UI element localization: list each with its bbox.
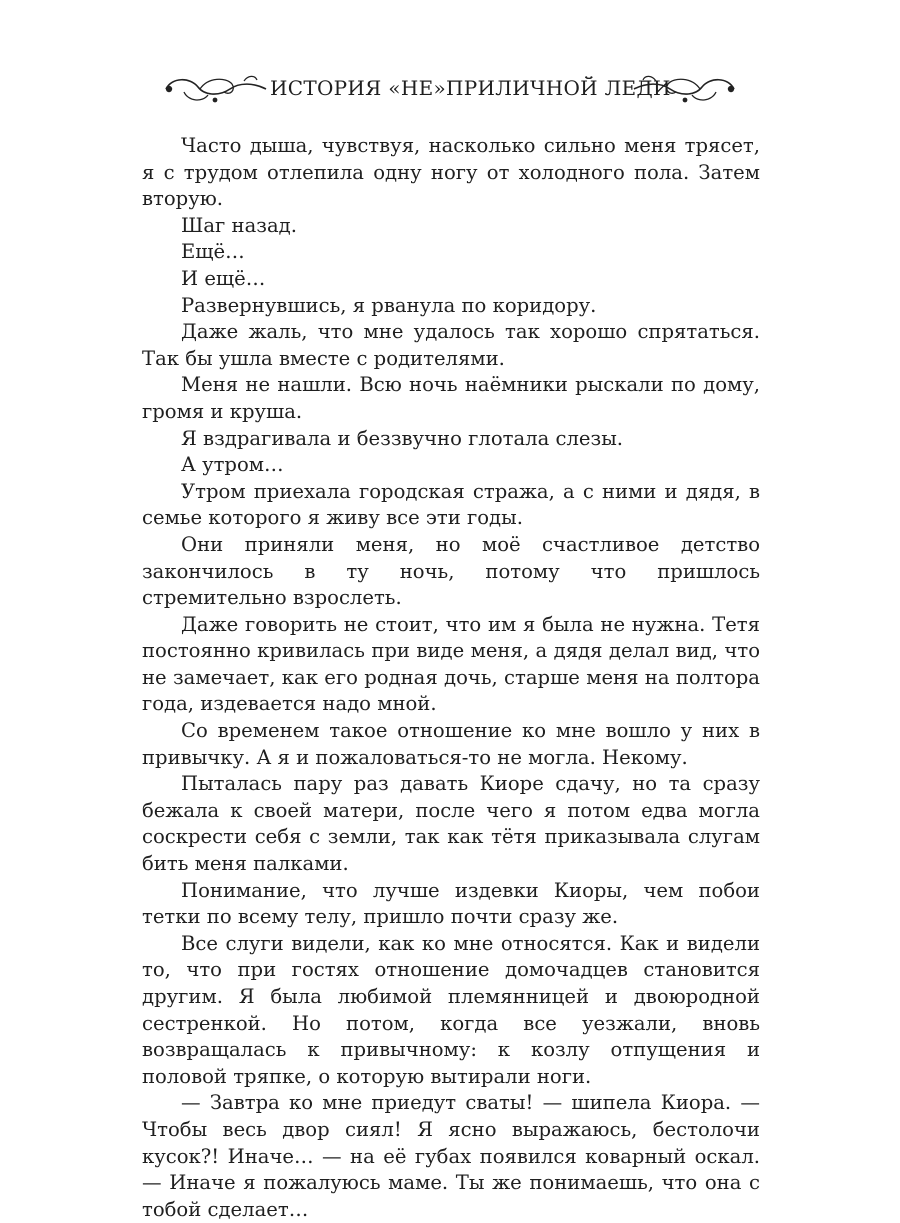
paragraph: Все слуги видели, как ко мне относятся. Как и видели то, что при гостях отношение домочадцев становится другим. Я была любимой племянницей и двоюродной сестренкой. Но потом, когда все уезжали, вновь возвращалась к привычному: к козлу отпущения и половой тряпке, о которую вытирали ноги. [142, 931, 760, 1088]
paragraph: Даже жаль, что мне удалось так хорошо спрятаться. Так бы ушла вместе с родителями. [142, 320, 760, 370]
paragraph: И ещё… [181, 266, 266, 290]
paragraph: Часто дыша, чувствуя, насколько сильно меня трясет, я с трудом отлепила одну ногу от холодного пола. Затем вторую. [142, 134, 760, 211]
paragraph: Понимание, что лучше издевки Киоры, чем побои тетки по всему телу, пришло почти сразу же. [142, 878, 760, 929]
paragraph: Шаг назад. [181, 213, 297, 237]
paragraph: А утром… [181, 453, 284, 477]
running-header [160, 66, 740, 112]
paragraph: Они приняли меня, но моё счастливое детство закончилось в ту ночь, потому что пришлось стремительно взрослеть. [142, 532, 760, 610]
paragraph: Я вздрагивала и беззвучно глотала слезы. [181, 426, 624, 450]
paragraph: Даже говорить не стоит, что им я была не нужна. Тетя постоянно кривилась при виде меня, а дядя делал вид, что не замечает, как его родная дочь, старше меня на полтора года, издевается надо мной. [142, 612, 760, 716]
paragraph: Ещё… [181, 240, 245, 264]
left-flourish-ornament [160, 68, 270, 108]
paragraph: — Завтра ко мне приедут сваты! — шипела Киора. — Чтобы весь двор сиял! Я ясно выражаюсь, бестолочи кусок?! Иначе… — на её губах появился коварный оскал. — Иначе я пожалуюсь маме. Ты же понимаешь, что она с тобой сделает… [142, 1091, 760, 1221]
right-flourish-ornament [630, 68, 740, 108]
paragraph: Меня не нашли. Всю ночь наёмники рыскали по дому, громя и круша. [142, 373, 760, 423]
paragraph: Пыталась пару раз давать Киоре сдачу, но та сразу бежала к своей матери, после чего я потом едва могла соскрести себя с земли, так как тётя приказывала слугам бить меня палками. [142, 772, 760, 876]
header-title: ИСТОРИЯ «НЕ»ПРИЛИЧНОЙ ЛЕДИ [270, 76, 671, 100]
paragraph: Утром приехала городская стража, а с ними и дядя, в семье которого я живу все эти годы. [142, 479, 760, 530]
paragraph: Со временем такое отношение ко мне вошло у них в привычку. А я и пожаловаться-то не могла. Некому. [142, 719, 760, 769]
body-text [142, 133, 760, 1223]
paragraph: Развернувшись, я рванула по коридору. [181, 293, 597, 317]
